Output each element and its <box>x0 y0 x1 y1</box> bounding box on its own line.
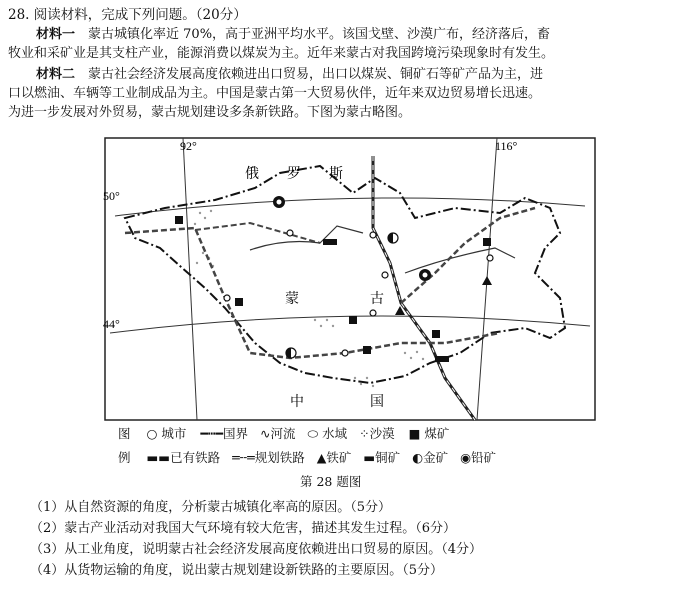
material2-line2: 口以燃油、车辆等工业制成品为主。中国是蒙古第一大贸易伙伴，近年来双边贸易增长迅速。 <box>8 86 542 101</box>
legend-coal: 煤矿 <box>424 426 450 441</box>
legend-planned-railway: 规划铁路 <box>254 450 305 465</box>
material1-line2: 牧业和采矿业是其支柱产业，能源消费以煤炭为主。近年来蒙古对我国跨境污染现象时有发生。 <box>8 46 555 61</box>
question-1: （1）从自然资源的角度，分析蒙古城镇化率高的原因。（5分） <box>30 500 392 515</box>
legend-title-1: 图 <box>118 426 131 441</box>
material1-line1 <box>8 26 550 44</box>
legend-iron: 铁矿 <box>326 450 352 465</box>
figure-caption: 第 28 题图 <box>300 474 362 489</box>
china-label-2: 国 <box>370 395 384 410</box>
mongolia-label-2: 古 <box>370 292 384 307</box>
mongolia-label-1: 蒙 <box>285 292 299 307</box>
question-3: （3）从工业角度，说明蒙古社会经济发展高度依赖进出口贸易的原因。（4分） <box>30 542 483 557</box>
china-label-1: 中 <box>290 395 304 410</box>
legend-gold: 金矿 <box>423 450 449 465</box>
lat-44-label: 44° <box>103 317 120 331</box>
legend-row1: 图 ○ 城市 ━┅━国界 ∿河流 ⬭ 水域 ⁘沙漠 ■ 煤矿 <box>118 426 450 441</box>
legend-copper: 铜矿 <box>375 450 401 465</box>
material2-label: 材料二 <box>36 67 76 82</box>
legend-water: 水域 <box>322 426 348 441</box>
lon-92-label: 92° <box>180 139 197 153</box>
legend-row2: 例 ▬▬已有铁路 ═╌═规划铁路 ▲铁矿 ▬铜矿 ◐金矿 ◉铅矿 <box>118 450 496 465</box>
material1-label: 材料一 <box>36 27 76 42</box>
legend-desert: 沙漠 <box>369 426 395 441</box>
legend-border: 国界 <box>222 426 248 441</box>
legend-river: 河流 <box>270 426 296 441</box>
material2-line3: 为进一步发展对外贸易，蒙古规划建设多条新铁路。下图为蒙古略图。 <box>8 105 412 120</box>
legend-railway: 已有铁路 <box>170 450 221 465</box>
lat-50-label: 50° <box>103 189 120 203</box>
legend-lead: 铅矿 <box>470 450 496 465</box>
material2-text1: 蒙古社会经济发展高度依赖进出口贸易，出口以煤炭、铜矿石等矿产品为主，进 <box>88 67 544 82</box>
lon-116-label: 116° <box>495 139 518 153</box>
material1-text1: 蒙古城镇化率近 70%，高于亚洲平均水平。该国戈壁、沙漠广布，经济落后，畜 <box>88 27 551 42</box>
legend-title-2: 例 <box>118 450 131 465</box>
question-header: 28. 阅读材料，完成下列问题。（20分） <box>8 7 247 23</box>
question-2: （2）蒙古产业活动对我国大气环境有较大危害，描述其发生过程。（6分） <box>30 521 457 536</box>
mongolia-map <box>105 138 595 420</box>
legend-city: 城市 <box>161 426 187 441</box>
question-4: （4）从货物运输的角度，说出蒙古规划建设新铁路的主要原因。（5分） <box>30 563 444 578</box>
material2-line1 <box>8 66 543 84</box>
russia-label: 俄 罗 斯 <box>245 167 343 182</box>
